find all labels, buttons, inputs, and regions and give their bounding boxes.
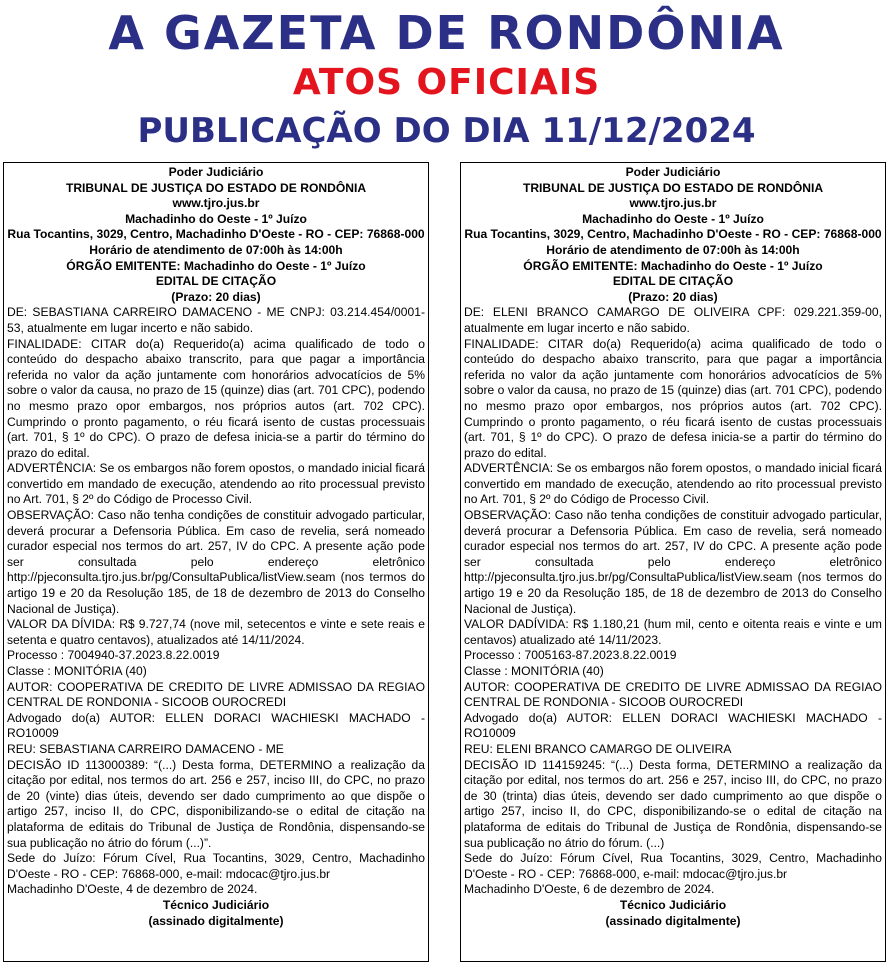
notice-header-line: EDITAL DE CITAÇÃO <box>155 274 277 289</box>
notice-header-line: Machadinho do Oeste - 1º Juízo <box>582 211 764 226</box>
notice-header-line: Rua Tocantins, 3029, Centro, Machadinho D'Oeste - RO - CEP: 76868-000 <box>7 227 425 242</box>
notice-paragraph: DE: SEBASTIANA CARREIRO DAMACENO - ME CNPJ: 03.214.454/0001-53, atualmente em lugar incerto e não sabido. <box>7 305 425 335</box>
notice-paragraph: Advogado do(a) AUTOR: ELLEN DORACI WACHIESKI MACHADO - RO10009 <box>464 710 882 741</box>
notice-header-line: TRIBUNAL DE JUSTIÇA DO ESTADO DE RONDÔNIA <box>522 180 824 195</box>
notice-header-line: (Prazo: 20 dias) <box>171 289 261 304</box>
notice-left <box>3 162 429 962</box>
notice-header-line: Poder Judiciário <box>168 165 264 179</box>
notice-header-line: www.tjro.jus.br <box>172 196 260 211</box>
notice-paragraph: REU: ELENI BRANCO CAMARGO DE OLIVEIRA <box>464 741 732 756</box>
notice-paragraph: Classe : MONITÓRIA (40) <box>7 664 147 678</box>
notice-paragraph: Sede do Juízo: Fórum Cível, Rua Tocantins, 3029, Centro, Machadinho D'Oeste - RO - CEP: 76868-000, e-mail: mdocac@tjro.jus.br <box>464 851 882 881</box>
notice-paragraph: AUTOR: COOPERATIVA DE CREDITO DE LIVRE ADMISSAO DA REGIAO CENTRAL DE RONDONIA - SICOOB OUROCREDI <box>464 679 882 710</box>
notice-header-line: Machadinho do Oeste - 1º Juízo <box>125 211 307 226</box>
notice-header-line: ÓRGÃO EMITENTE: Machadinho do Oeste - 1º Juízo <box>66 258 366 273</box>
notice-paragraph: VALOR DADÍVIDA: R$ 1.180,21 (hum mil, cento e oitenta reais e vinte e um centavos) atualizado até 14/11/2023. <box>464 617 882 647</box>
notice-header-line: Rua Tocantins, 3029, Centro, Machadinho D'Oeste - RO - CEP: 76868-000 <box>464 227 882 242</box>
section-title: ATOS OFICIAIS <box>292 62 601 103</box>
notice-header-line: (Prazo: 20 dias) <box>628 289 718 304</box>
notice-paragraph: ADVERTÊNCIA: Se os embargos não forem opostos, o mandado inicial ficará convertido em mandado de execução, atendendo ao rito processual previsto no Art. 701, § 2º do Código de Processo Civil. <box>464 461 882 507</box>
notice-paragraph: FINALIDADE: CITAR do(a) Requerido(a) acima qualificado de todo o conteúdo do despacho abaixo transcrito, para que pagar a importância referida no valor da ação juntamente com honorários advocatícios de 5% sobre o valor da causa, no prazo de 15 (quinze) dias (art. 701 CPC), podendo no mesmo prazo opor embargos, nos próprios autos (art. 702 CPC). Cumprindo o pronto pagamento, o réu ficará isento de custas processuais (art. 701, § 1º do CPC). O prazo de defesa inicia-se a partir do término do prazo do edital. <box>7 336 425 460</box>
notice-header-line: ÓRGÃO EMITENTE: Machadinho do Oeste - 1º Juízo <box>523 258 823 273</box>
notice-paragraph: Classe : MONITÓRIA (40) <box>464 664 604 678</box>
masthead <box>0 4 893 158</box>
notice-paragraph: DE: ELENI BRANCO CAMARGO DE OLIVEIRA CPF: 029.221.359-00, atualmente em lugar incerto e não sabido. <box>464 305 882 335</box>
notice-paragraph: OBSERVAÇÃO: Caso não tenha condições de constituir advogado particular, deverá procurar a Defensoria Pública. Em caso de revelia, será nomeado curador especial nos termos do art. 257, IV do CPC. A presente ação pode ser consultada pelo endereço eletrônico http://pjeconsulta.tjro.jus.br/pg/ConsultaPublica/listView.seam (nos termos do artigo 19 e 20 da Resolução 185, de 18 de dezembro de 2013 do Conselho Nacional de Justiça). <box>7 508 425 616</box>
notice-paragraph: Machadinho D'Oeste, 6 de dezembro de 2024. <box>464 882 715 897</box>
notice-paragraph: Sede do Juízo: Fórum Cível, Rua Tocantins, 3029, Centro, Machadinho D'Oeste - RO - CEP: 76868-000, e-mail: mdocac@tjro.jus.br <box>7 851 425 881</box>
notice-paragraph: OBSERVAÇÃO: Caso não tenha condições de constituir advogado particular, deverá procurar a Defensoria Pública. Em caso de revelia, será nomeado curador especial nos termos do art. 257, IV do CPC. A presente ação pode ser consultada pelo endereço eletrônico http://pjeconsulta.tjro.jus.br/pg/ConsultaPublica/listView.seam (nos termos do artigo 19 e 20 da Resolução 185, de 18 de dezembro de 2013 do Conselho Nacional de Justiça). <box>464 508 882 616</box>
notice-paragraph: REU: SEBASTIANA CARREIRO DAMACENO - ME <box>7 741 284 756</box>
notice-paragraph: DECISÃO ID 113000389: “(...) Desta forma, DETERMINO a realização da citação por edital, nos termos do art. 256 e 257, inciso III, do CPC, no prazo de 20 (vinte) dias úteis, devendo ser dado cumprimento ao que dispõe o artigo 257, inciso II, do CPC, disponibilizando-se o edital de citação na plataforma de editais do Tribunal de Justiça de Rondônia, dispensando-se sua publicação no átrio do fórum (...)”. <box>7 757 425 850</box>
notice-header-line: Horário de atendimento de 07:00h às 14:00h <box>546 242 800 257</box>
notice-paragraph: FINALIDADE: CITAR do(a) Requerido(a) acima qualificado de todo o conteúdo do despacho abaixo transcrito, para que pagar a importância referida no valor da ação juntamente com honorários advocatícios de 5% sobre o valor da causa, no prazo de 15 (quinze) dias (art. 701 CPC), podendo no mesmo prazo opor embargos, nos próprios autos (art. 702 CPC). Cumprindo o pronto pagamento, o réu ficará isento de custas processuais (art. 701, § 1º do CPC). O prazo de defesa inicia-se a partir do término do prazo do edital. <box>464 336 882 460</box>
newspaper-title: A GAZETA DE RONDÔNIA <box>108 6 785 60</box>
notice-paragraph: DECISÃO ID 114159245: “(...) Desta forma, DETERMINO a realização da citação por edital, nos termos do art. 256 e 257, inciso III, do CPC, no prazo de 30 (trinta) dias úteis, devendo ser dado cumprimento ao que dispõe o artigo 257, inciso II, do CPC, disponibilizando-se o edital de citação na plataforma de editais do Tribunal de Justiça de Rondônia, dispensando-se sua publicação no átrio do fórum. (...) <box>464 757 882 850</box>
notice-paragraph: ADVERTÊNCIA: Se os embargos não forem opostos, o mandado inicial ficará convertido em mandado de execução, atendendo ao rito processual previsto no Art. 701, § 2º do Código de Processo Civil. <box>7 461 425 507</box>
notice-header-line: TRIBUNAL DE JUSTIÇA DO ESTADO DE RONDÔNIA <box>65 180 367 195</box>
notice-signature-note: (assinado digitalmente) <box>148 913 284 928</box>
publication-date: PUBLICAÇÃO DO DIA 11/12/2024 <box>137 111 756 151</box>
notice-signature-note: (assinado digitalmente) <box>605 913 741 928</box>
notice-right <box>460 162 886 962</box>
notice-signature: Técnico Judiciário <box>162 897 270 912</box>
notice-paragraph: Machadinho D'Oeste, 4 de dezembro de 2024. <box>7 882 258 897</box>
notice-paragraph: AUTOR: COOPERATIVA DE CREDITO DE LIVRE ADMISSAO DA REGIAO CENTRAL DE RONDONIA - SICOOB OUROCREDI <box>7 679 425 710</box>
notice-header-line: EDITAL DE CITAÇÃO <box>612 274 734 289</box>
notice-header-line: Poder Judiciário <box>625 165 721 179</box>
notice-paragraph: Processo : 7005163-87.2023.8.22.0019 <box>464 648 677 663</box>
notice-header-line: Horário de atendimento de 07:00h às 14:00h <box>89 242 343 257</box>
notice-signature: Técnico Judiciário <box>619 897 727 912</box>
notice-header-line: www.tjro.jus.br <box>629 196 717 211</box>
notice-paragraph: Processo : 7004940-37.2023.8.22.0019 <box>7 648 220 663</box>
notice-paragraph: Advogado do(a) AUTOR: ELLEN DORACI WACHIESKI MACHADO - RO10009 <box>7 710 425 741</box>
notice-paragraph: VALOR DA DÍVIDA: R$ 9.727,74 (nove mil, setecentos e vinte e sete reais e setenta e quatro centavos), atualizados até 14/11/2024. <box>7 617 425 647</box>
